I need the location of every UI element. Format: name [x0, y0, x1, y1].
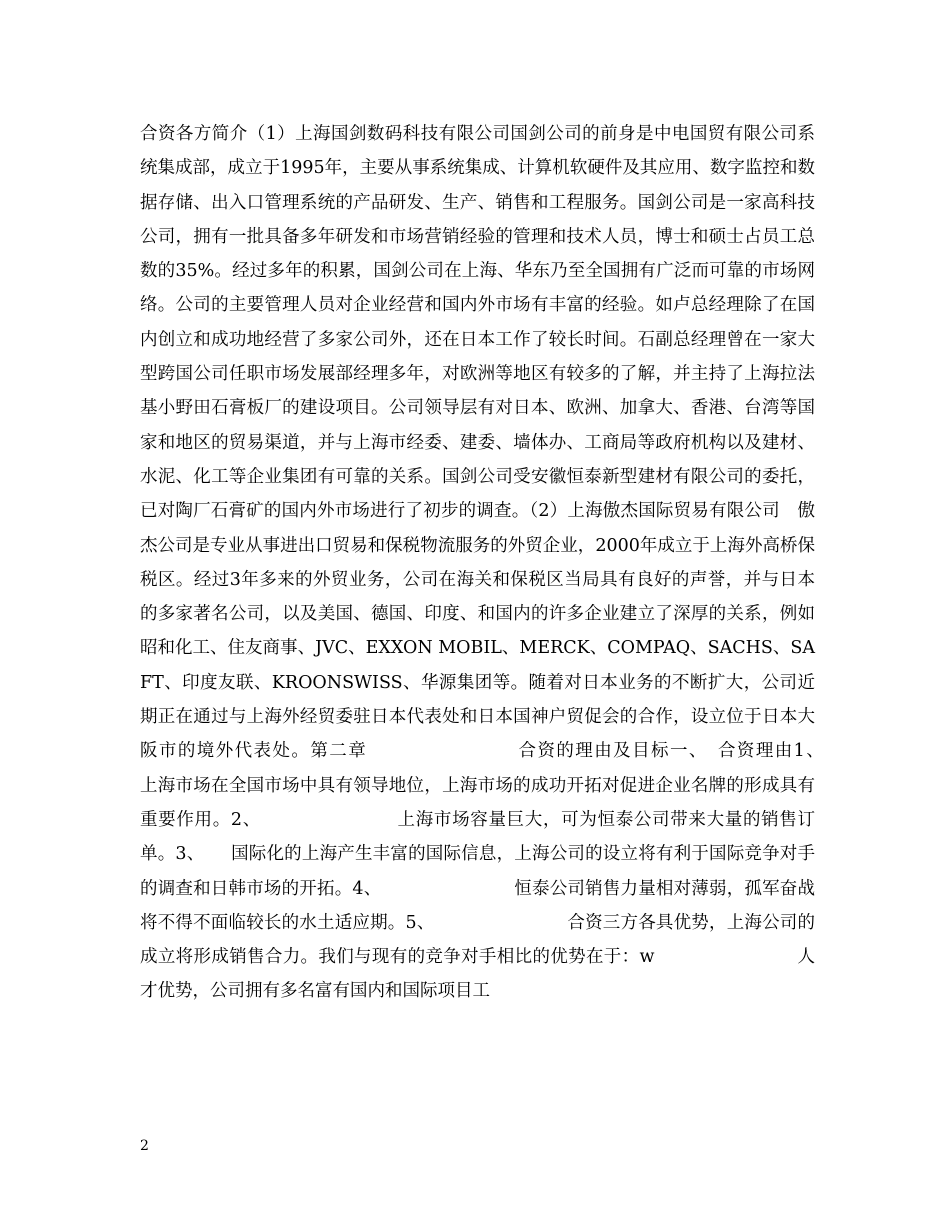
page-number: 2	[140, 1138, 149, 1154]
body-paragraph: 合资各方简介（1）上海国剑数码科技有限公司国剑公司的前身是中电国贸有限公司系统集成部，成立于1995年，主要从事系统集成、计算机软硬件及其应用、数字监控和数据存储、出入口管理系统的产品研发、生产、销售和工程服务。国剑公司是一家高科技公司，拥有一批具备多年研发和市场营销经验的管理和技术人员，博士和硕士占员工总数的35%。经过多年的积累，国剑公司在上海、华东乃至全国拥有广泛而可靠的市场网络。公司的主要管理人员对企业经营和国内外市场有丰富的经验。如卢总经理除了在国内创立和成功地经营了多家公司外，还在日本工作了较长时间。石副总经理曾在一家大型跨国公司任职市场发展部经理多年，对欧洲等地区有较多的了解，并主持了上海拉法基小野田石膏板厂的建设项目。公司领导层有对日本、欧洲、加拿大、香港、台湾等国家和地区的贸易渠道，并与上海市经委、建委、墙体办、工商局等政府机构以及建材、水泥、化工等企业集团有可靠的关系。国剑公司受安徽恒泰新型建材有限公司的委托，已对陶厂石膏矿的国内外市场进行了初步的调查。（2）上海傲杰国际贸易有限公司 傲杰公司是专业从事进出口贸易和保税物流服务的外贸企业，2000年成立于上海外高桥保税区。经过3年多来的外贸业务，公司在海关和保税区当局具有良好的声誉，并与日本的多家著名公司，以及美国、德国、印度、和国内的许多企业建立了深厚的关系，例如昭和化工、住友商事、JVC、EXXON MOBIL、MERCK、COMPAQ、SACHS、SAFT、印度友联、KROONSWISS、华源集团等。随着对日本业务的不断扩大，公司近期正在通过与上海外经贸委驻日本代表处和日本国神户贸促会的合作，设立位于日本大阪市的境外代表处。第二章 合资的理由及目标一、 合资理由1、 上海市场在全国市场中具有领导地位，上海市场的成功开拓对促进企业名牌的形成具有重要作用。2、 上海市场容量巨大，可为恒泰公司带来大量的销售订单。3、 国际化的上海产生丰富的国际信息，上海公司的设立将有利于国际竞争对手的调查和日韩市场的开拓。4、 恒泰公司销售力量相对薄弱，孤军奋战将不得不面临较长的水土适应期。5、 合资三方各具优势，上海公司的成立将形成销售合力。我们与现有的竞争对手相比的优势在于：w 人才优势，公司拥有多名富有国内和国际项目工	[140, 124, 850, 1002]
